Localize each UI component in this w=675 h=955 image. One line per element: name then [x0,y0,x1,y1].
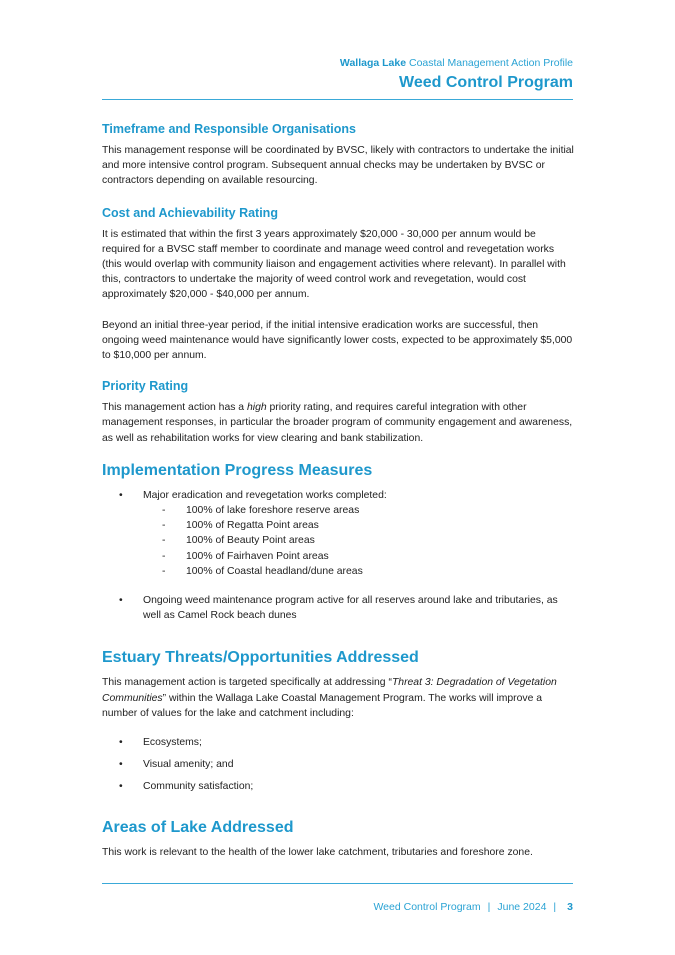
priority-text [102,400,574,446]
bullet-glyph: • [119,759,123,771]
list-item [102,735,574,750]
cost-paragraph-2: Beyond an initial three-year period, if the initial intensive eradication works are successful, then ongoing weed maintenance would have significantly lower costs, expected to be approximately $5,000 to $10,000 per annum. [102,319,573,362]
dash-glyph: - [162,535,166,547]
progress-bullet-1: Major eradication and revegetation works completed: [143,489,387,501]
bullet-glyph: • [119,781,123,793]
header-divider [102,99,573,100]
progress-bullet-2: Ongoing weed maintenance program active for all reserves around lake and tributaries, as well as Camel Rock beach dunes [143,595,558,622]
footer-divider [102,883,573,884]
priority-text-emphasis: high [246,402,267,414]
list-item [102,488,574,503]
footer-title: Weed Control Program [373,901,481,913]
threats-text-pre: This management action is targeted specifically at addressing “ [102,677,392,689]
dash-glyph: - [162,520,166,532]
threats-heading: Estuary Threats/Opportunities Addressed [102,649,419,667]
dash-glyph: - [162,565,166,577]
list-item [102,533,574,548]
list-item [102,549,574,564]
timeframe-heading: Timeframe and Responsible Organisations [102,122,357,136]
footer-separator: | [553,901,557,913]
bullet-glyph: • [119,489,123,501]
header-subtitle-line [340,56,573,70]
progress-subitem: 100% of Coastal headland/dune areas [186,565,363,577]
priority-heading: Priority Rating [102,379,189,394]
progress-subitem: 100% of Beauty Point areas [186,535,315,547]
dash-glyph: - [162,550,166,562]
priority-text-post: priority rating, and requires careful integration with other management responses, in particular the broader program of community engagement and awareness, as well as rehabilitation works for view clearing and bank stabilization. [102,402,573,444]
progress-heading: Implementation Progress Measures [102,461,373,479]
header-brand: Wallaga Lake [339,57,407,69]
threats-text-post: ” within the Wallaga Lake Coastal Management Program. The works will improve a number of values for the lake and catchment including: [102,692,543,719]
progress-list [102,488,574,503]
page-footer [373,901,573,913]
header-subtitle: Coastal Management Action Profile [408,57,573,69]
threats-item: Visual amenity; and [143,759,234,771]
progress-subitem: 100% of Regatta Point areas [186,520,319,532]
list-item [102,757,574,772]
bullet-glyph: • [119,595,123,607]
timeframe-text: This management response will be coordinated by BVSC, likely with contractors to undertake the initial and more intensive control program. Subsequent annual checks may be undertaken by BVSC or contractors depending on available resourcing. [102,145,574,187]
progress-subitem: 100% of Fairhaven Point areas [186,550,329,562]
page-content [102,121,574,860]
progress-sublist [102,503,574,579]
page-number: 3 [567,901,573,913]
bullet-glyph: • [119,737,123,749]
areas-heading: Areas of Lake Addressed [102,818,294,836]
cost-heading: Cost and Achievability Rating [102,205,278,220]
threats-text [102,675,574,721]
priority-text-pre: This management action has a [102,402,247,414]
footer-separator: | [487,901,491,913]
threats-item: Community satisfaction; [143,781,254,793]
progress-list-2 [102,593,574,623]
list-item [102,503,574,518]
list-item [102,564,574,579]
threats-list [102,735,574,795]
list-item [102,779,574,794]
list-item [102,593,574,623]
progress-subitem: 100% of lake foreshore reserve areas [186,505,360,517]
threats-text-emphasis: Threat 3: Degradation of Vegetation Communities [102,677,557,704]
threats-item: Ecosystems; [143,737,202,749]
areas-text: This work is relevant to the health of the lower lake catchment, tributaries and foreshore zone. [102,846,533,858]
page-header [340,56,573,94]
dash-glyph: - [162,505,166,517]
footer-date: June 2024 [497,901,547,913]
header-title: Weed Control Program [399,74,573,91]
list-item [102,518,574,533]
cost-paragraph-1: It is estimated that within the first 3 years approximately $20,000 - 30,000 per annum would be required for a BVSC staff member to coordinate and manage weed control and revegetation works (this would overlap with community liaison and engagement activities where relevant). In parallel with this, contractors to undertake the majority of weed control work and revegetation, would cost approximately $20,000 - $40,000 per annum. [102,228,566,301]
